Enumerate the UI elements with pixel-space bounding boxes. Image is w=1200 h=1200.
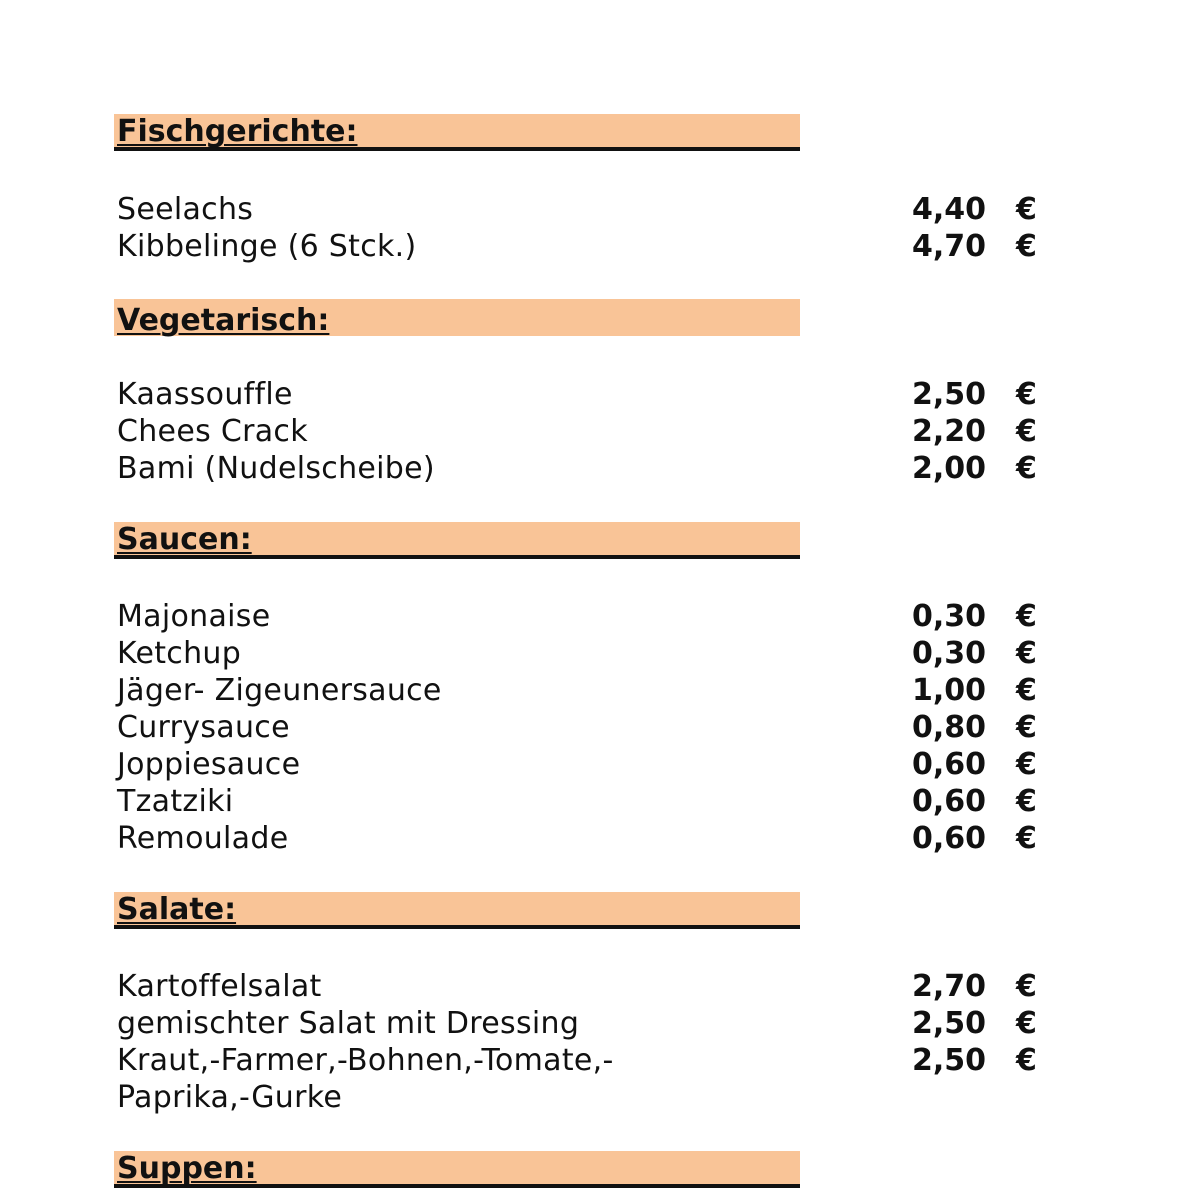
item-price: 2,70 [911,969,986,1004]
item-currency: € [1016,377,1037,412]
section-header-salate [114,892,800,929]
section-title: Vegetarisch: [117,303,330,338]
item-price: 0,60 [911,821,986,856]
item-currency: € [1016,599,1037,634]
item-name: Currysauce [117,710,290,745]
item-name: Tzatziki [117,784,234,819]
item-currency: € [1016,673,1037,708]
menu-item [0,1042,1200,1079]
section-title: Saucen: [117,522,252,557]
item-price: 2,50 [911,1006,986,1041]
item-price: 0,30 [911,599,986,634]
section-title: Fischgerichte: [117,114,358,149]
item-name: Ketchup [117,636,242,671]
menu-item [0,450,1200,487]
menu-item [0,820,1200,857]
item-currency: € [1016,784,1037,819]
item-currency: € [1016,710,1037,745]
item-currency: € [1016,1006,1037,1041]
item-price: 0,60 [911,747,986,782]
item-name: Remoulade [117,821,289,856]
section-title: Suppen: [117,1151,257,1186]
item-name: Joppiesauce [117,747,301,782]
item-price: 0,60 [911,784,986,819]
item-price: 2,50 [911,377,986,412]
item-name: Chees Crack [117,414,308,449]
item-name: Kaassouffle [117,377,293,412]
item-name: gemischter Salat mit Dressing [117,1006,580,1041]
menu-item [0,228,1200,265]
item-price: 1,00 [911,673,986,708]
item-price: 4,40 [911,192,986,227]
section-header-saucen [114,522,800,559]
section-header-vegetarisch [114,299,800,336]
item-currency: € [1016,1043,1037,1078]
menu-item [0,783,1200,820]
menu-item [0,672,1200,709]
section-header-suppen [114,1151,800,1188]
menu-item [0,746,1200,783]
item-currency: € [1016,821,1037,856]
menu-item [0,635,1200,672]
section-title: Salate: [117,892,237,927]
menu-item [0,709,1200,746]
item-currency: € [1016,414,1037,449]
menu-item [0,1005,1200,1042]
menu-item [0,413,1200,450]
menu-item [0,1079,1200,1116]
item-name: Kartoffelsalat [117,969,322,1004]
item-name: Bami (Nudelscheibe) [117,451,435,486]
item-currency: € [1016,192,1037,227]
menu-item [0,968,1200,1005]
item-price: 2,00 [911,451,986,486]
item-name: Jäger- Zigeunersauce [117,673,442,708]
item-currency: € [1016,636,1037,671]
item-currency: € [1016,229,1037,264]
item-currency: € [1016,451,1037,486]
item-currency: € [1016,969,1037,1004]
item-name: Kibbelinge (6 Stck.) [117,229,417,264]
item-price: 2,50 [911,1043,986,1078]
item-name: Kraut,-Farmer,-Bohnen,-Tomate,- [117,1043,614,1078]
item-name: Paprika,-Gurke [117,1080,343,1115]
menu-item [0,598,1200,635]
menu-item [0,376,1200,413]
item-currency: € [1016,747,1037,782]
item-name: Seelachs [117,192,254,227]
item-name: Majonaise [117,599,271,634]
item-price: 0,30 [911,636,986,671]
item-price: 0,80 [911,710,986,745]
menu-item [0,191,1200,228]
item-price: 4,70 [911,229,986,264]
item-price: 2,20 [911,414,986,449]
section-header-fischgerichte [114,114,800,151]
